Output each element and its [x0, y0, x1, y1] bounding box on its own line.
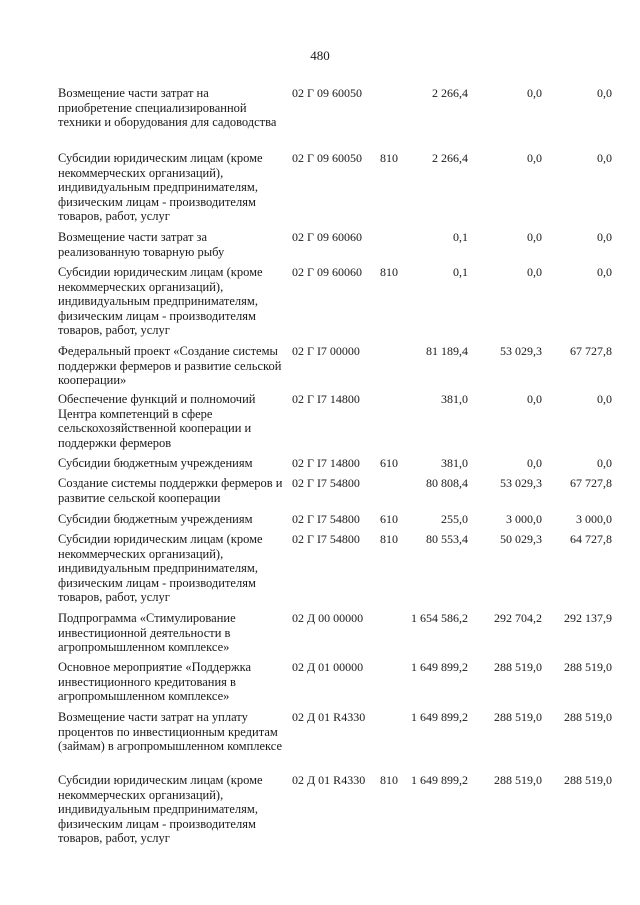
row-code: 02 Г 09 60050	[292, 151, 362, 165]
row-code: 02 Г I7 00000	[292, 344, 360, 358]
row-vr: 810	[380, 265, 398, 279]
row-value-3: 292 137,9	[564, 611, 612, 625]
row-value-1: 381,0	[441, 456, 468, 470]
row-value-2: 0,0	[527, 151, 542, 165]
row-value-3: 288 519,0	[564, 660, 612, 674]
row-code: 02 Д 00 00000	[292, 611, 364, 625]
row-code: 02 Г I7 14800	[292, 392, 360, 406]
row-value-2: 0,0	[527, 392, 542, 406]
row-value-1: 1 649 899,2	[411, 710, 468, 724]
row-value-1: 1 649 899,2	[411, 660, 468, 674]
row-name: Основное мероприятие «Поддержка инвестиционного кредитования в агропромышленном комплексе»	[58, 660, 252, 704]
row-value-1: 80 553,4	[426, 532, 468, 546]
row-code: 02 Г 09 60050	[292, 86, 362, 100]
row-vr: 610	[380, 512, 398, 526]
row-vr: 810	[380, 773, 398, 787]
row-value-2: 3 000,0	[506, 512, 542, 526]
row-value-2: 0,0	[527, 456, 542, 470]
row-value-1: 2 266,4	[432, 151, 468, 165]
row-value-1: 255,0	[441, 512, 468, 526]
row-code: 02 Г I7 54800	[292, 476, 360, 490]
row-name: Федеральный проект «Создание системы поддержки фермеров и развитие сельской кооперации»	[58, 344, 282, 388]
row-vr: 610	[380, 456, 398, 470]
row-value-3: 0,0	[597, 86, 612, 100]
row-code: 02 Г I7 54800	[292, 532, 360, 546]
row-value-3: 64 727,8	[570, 532, 612, 546]
row-value-3: 0,0	[597, 151, 612, 165]
page-number: 480	[310, 48, 330, 63]
row-value-2: 288 519,0	[494, 710, 542, 724]
row-value-3: 0,0	[597, 392, 612, 406]
row-name: Возмещение части затрат за реализованную товарную рыбу	[58, 230, 225, 259]
row-code: 02 Д 01 00000	[292, 660, 364, 674]
row-code: 02 Г I7 54800	[292, 512, 360, 526]
row-vr: 810	[380, 151, 398, 165]
row-value-3: 0,0	[597, 456, 612, 470]
row-value-3: 288 519,0	[564, 773, 612, 787]
row-name: Возмещение части затрат на уплату процентов по инвестиционным кредитам (займам) в агропромышленном комплексе	[58, 710, 283, 754]
row-value-2: 0,0	[527, 86, 542, 100]
row-name: Субсидии юридическим лицам (кроме некоммерческих организаций), индивидуальным предпринимателям, физическим лицам - производителям товаров, работ, услуг	[58, 151, 263, 224]
row-name: Подпрограмма «Стимулирование инвестиционной деятельности в агропромышленном комплексе»	[58, 611, 236, 655]
row-value-2: 53 029,3	[500, 476, 542, 490]
row-vr: 810	[380, 532, 398, 546]
row-code: 02 Г 09 60060	[292, 265, 362, 279]
row-name: Субсидии юридическим лицам (кроме некоммерческих организаций), индивидуальным предпринимателям, физическим лицам - производителям товаров, работ, услуг	[58, 265, 263, 338]
row-code: 02 Г I7 14800	[292, 456, 360, 470]
row-value-1: 2 266,4	[432, 86, 468, 100]
row-value-2: 288 519,0	[494, 773, 542, 787]
row-value-3: 67 727,8	[570, 344, 612, 358]
row-code: 02 Д 01 R4330	[292, 710, 366, 724]
row-name: Создание системы поддержки фермеров и развитие сельской кооперации	[58, 476, 283, 505]
row-value-1: 1 654 586,2	[411, 611, 468, 625]
row-name: Субсидии юридическим лицам (кроме некоммерческих организаций), индивидуальным предпринимателям, физическим лицам - производителям товаров, работ, услуг	[58, 532, 263, 605]
row-value-3: 0,0	[597, 265, 612, 279]
row-name: Возмещение части затрат на приобретение специализированной техники и оборудования для садоводства	[58, 86, 277, 130]
row-code: 02 Д 01 R4330	[292, 773, 366, 787]
row-value-1: 381,0	[441, 392, 468, 406]
row-name: Субсидии юридическим лицам (кроме некоммерческих организаций), индивидуальным предпринимателям, физическим лицам - производителям товаров, работ, услуг	[58, 773, 263, 846]
row-value-3: 67 727,8	[570, 476, 612, 490]
row-value-1: 1 649 899,2	[411, 773, 468, 787]
row-value-2: 53 029,3	[500, 344, 542, 358]
row-name: Обеспечение функций и полномочий Центра компетенций в сфере сельскохозяйственной кооперации и поддержки фермеров	[58, 392, 256, 450]
row-value-3: 288 519,0	[564, 710, 612, 724]
row-value-3: 0,0	[597, 230, 612, 244]
row-value-2: 288 519,0	[494, 660, 542, 674]
row-name: Субсидии бюджетным учреждениям	[58, 456, 253, 470]
row-value-2: 0,0	[527, 265, 542, 279]
row-name: Субсидии бюджетным учреждениям	[58, 512, 253, 526]
row-value-1: 0,1	[453, 230, 468, 244]
row-value-1: 81 189,4	[426, 344, 468, 358]
row-value-1: 0,1	[453, 265, 468, 279]
row-value-2: 292 704,2	[494, 611, 542, 625]
row-value-1: 80 808,4	[426, 476, 468, 490]
row-code: 02 Г 09 60060	[292, 230, 362, 244]
row-value-3: 3 000,0	[576, 512, 612, 526]
row-value-2: 50 029,3	[500, 532, 542, 546]
row-value-2: 0,0	[527, 230, 542, 244]
